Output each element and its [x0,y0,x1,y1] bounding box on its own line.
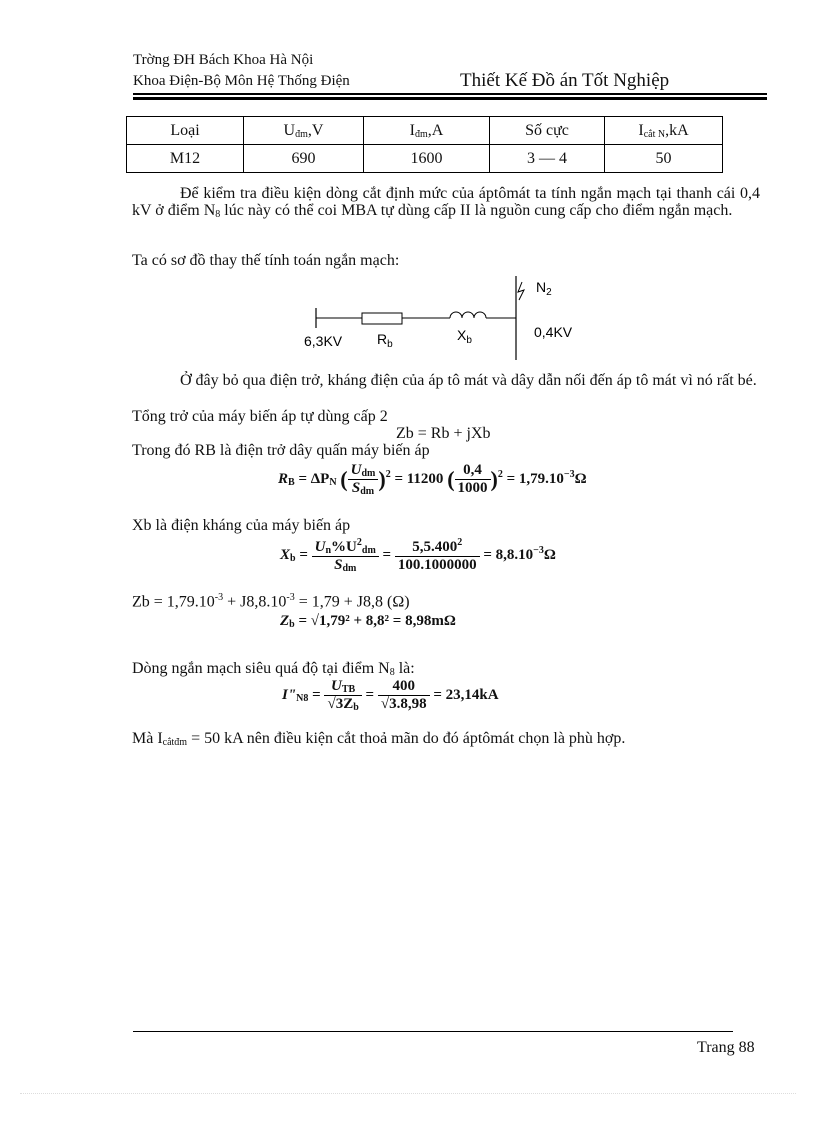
resistor-symbol [362,313,402,324]
col-header-breaking: $I_{cắt N},kA$ [605,117,723,145]
table-row [127,145,723,173]
inductor-symbol [450,312,486,318]
cell-current: 1600 [364,145,490,173]
col-header-type: Loại [127,117,244,145]
paragraph-neglect: Ở đây bỏ qua điện trở, kháng điện của áp tô mát và dây dẫn nối đến áp tô mát vì nó rất bé. [180,372,757,389]
school-name: Trờng ĐH Bách Khoa Hà Nội [133,52,314,68]
header-left [133,50,350,92]
paragraph-reactance-intro: Xb là điện kháng của máy biến áp [132,517,351,534]
formula-zb-magnitude: $Z_b = √1,79^2 + 8,8^2 = 8,98m\Omega$ [280,613,456,630]
equivalent-circuit-diagram [300,272,600,364]
reactance-label: $X_b$ [457,327,472,346]
formula-fault-current: $I"_{N8}$ = $\frac{U_{TB}}{√3Z_b}$ = $\frac{400}{√3.8,98}$ = 23,14kA [282,678,499,713]
col-header-poles: Số cực [490,117,605,145]
cell-type: M12 [127,145,244,173]
paragraph-impedance-intro: Tổng trở của máy biến áp tự dùng cấp 2 [132,408,388,425]
project-title: Thiết Kế Đồ án Tốt Nghiệp [460,70,670,91]
formula-reactance: $X_b$ = $\frac{U_n\%U^2_{dm}}{S_{dm}}$ = $\frac{5,5.400^2}{100.1000000}$ = $8,8.10^{-3}\Omega$ [280,537,556,574]
equation-impedance: Zb = Rb + jXb [396,425,491,442]
paragraph-check-condition: Để kiểm tra điều kiện dòng cắt định mức của áptômát ta tính ngắn mạch tại thanh cái 0,4 kV ở điểm $N_8$ lúc này có thể coi MBA tự dùng cấp II là nguồn cung cấp cho điểm ngắn mạch. [132,185,760,220]
fault-point-label: $N_2$ [536,279,552,298]
paragraph-fault-current-intro: Dòng ngắn mạch siêu quá độ tại điểm $N_8$ là: [132,660,415,678]
footer-rule [133,1031,733,1032]
resistor-label: $R_b$ [377,331,393,350]
page-number: Trang 88 [697,1039,755,1056]
cell-breaking: 50 [605,145,723,173]
col-header-current: $I_{đm},A$ [364,117,490,145]
header-rule-thin [133,93,767,95]
table-header-row [127,117,723,145]
fault-arrow-icon [518,282,524,300]
department-name: Khoa Điện-Bộ Môn Hệ Thống Điện [133,73,350,89]
source-voltage-label: 6,3KV [304,333,343,349]
equation-zb-complex: $Zb = 1,79.10^{-3} + J8,8.10^{-3} = 1,79 + J8,8$ (Ω) [132,592,410,611]
breaker-spec-table [126,116,723,173]
paragraph-diagram-intro: Ta có sơ đồ thay thế tính toán ngắn mạch: [132,252,400,269]
bus-voltage-label: 0,4KV [534,324,573,340]
header-rule-thick [133,97,767,100]
cell-voltage: 690 [244,145,364,173]
paragraph-conclusion: Mà $I_{cắtđm} = 50$ kA nên điều kiện cắt thoả mãn do đó áptômát chọn là phù hợp. [132,730,626,748]
paragraph-resistance-intro: Trong đó RB là điện trở dây quấn máy biến áp [132,442,430,459]
formula-resistance: $R_B = \Delta P_N$ ( $\frac{U_{dm}}{S_{dm}}$ )$^2$ = 11200 ( $\frac{0,4}{1000}$ )$^2 = 1,79.10^{-3}\Omega$ [278,462,587,497]
col-header-voltage: $U_{đm},V$ [244,117,364,145]
page-edge-divider [20,1093,796,1094]
cell-poles: 3 — 4 [490,145,605,173]
